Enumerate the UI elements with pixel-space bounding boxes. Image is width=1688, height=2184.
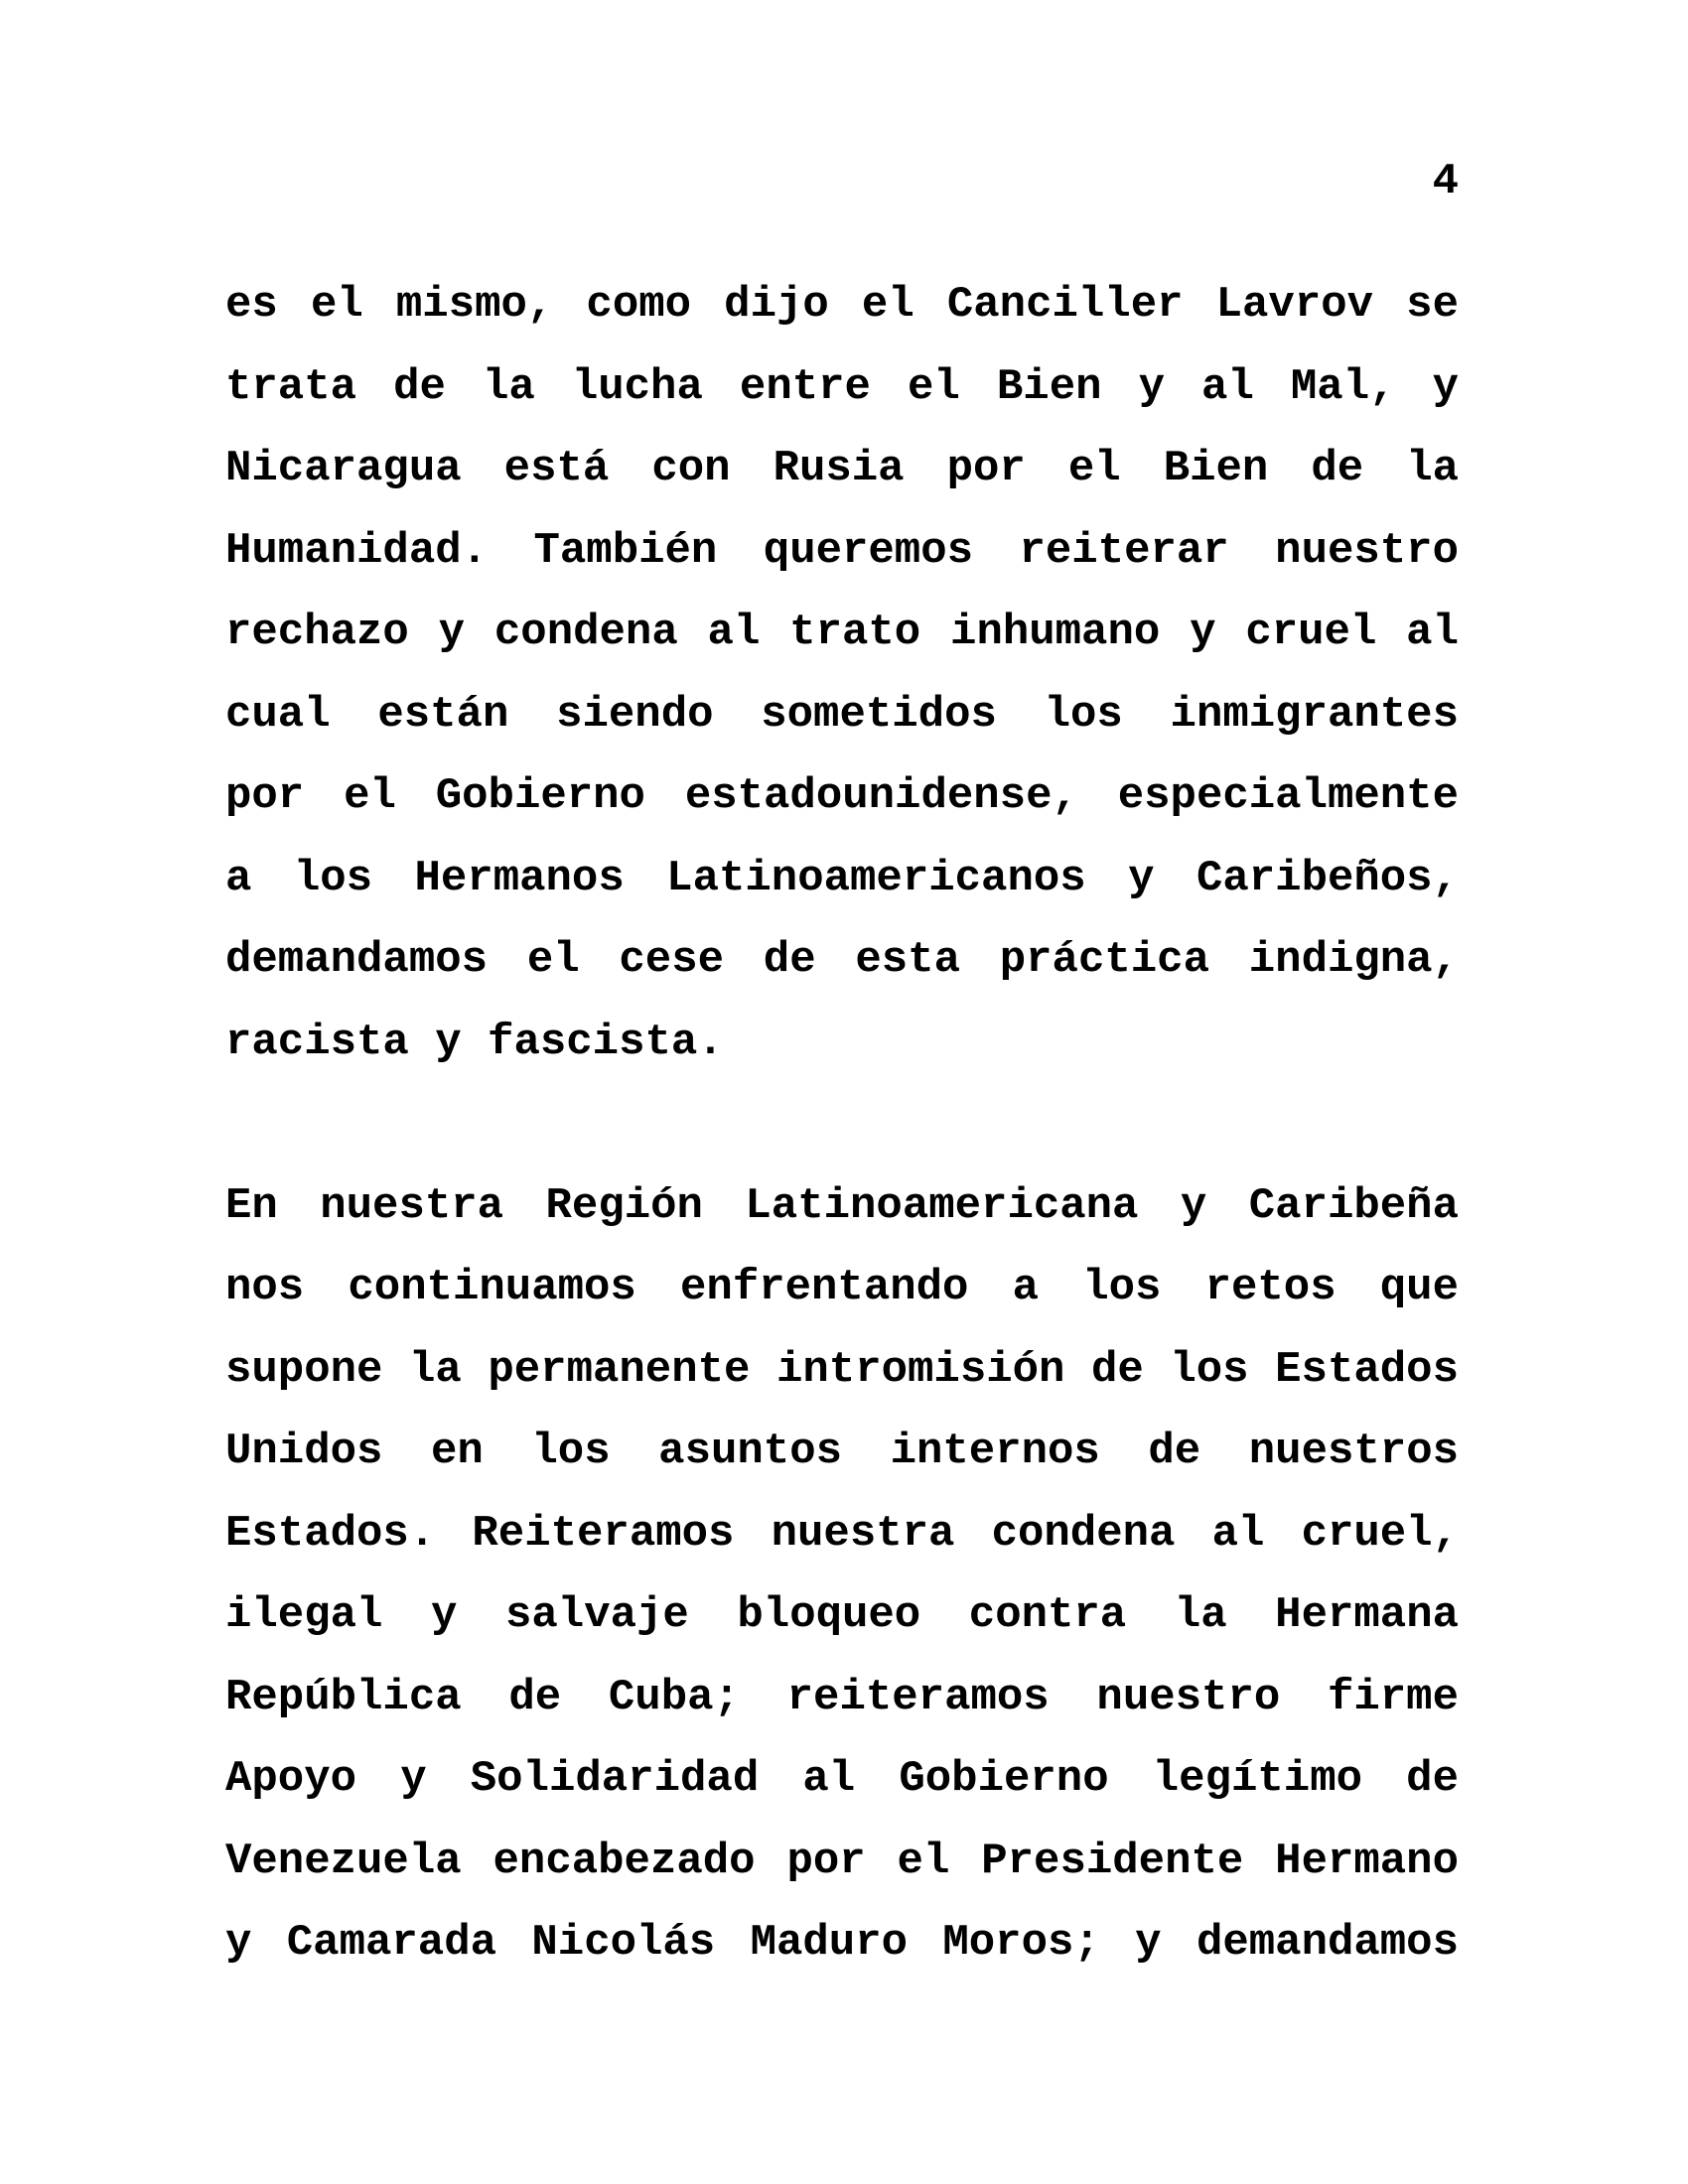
text-line: rechazo y condena al trato inhumano y cruel al <box>225 608 1459 657</box>
text-line: En nuestra Región Latinoamericana y Caribeña <box>225 1180 1459 1231</box>
text-line: a los Hermanos Latinoamericanos y Caribeños, <box>225 853 1459 903</box>
text-line: Humanidad. También queremos reiterar nuestro <box>225 525 1459 576</box>
text-line: por el Gobierno estadounidense, especialmente <box>225 771 1459 821</box>
text-body <box>225 264 1459 1984</box>
text-line: racista y fascista. <box>225 1017 724 1067</box>
text-line: Apoyo y Solidaridad al Gobierno legítimo de <box>225 1754 1459 1804</box>
text-line: cual están siendo sometidos los inmigrantes <box>225 689 1459 740</box>
text-line: nos continuamos enfrentando a los retos que <box>225 1263 1459 1312</box>
text-line: Unidos en los asuntos internos de nuestros <box>225 1427 1459 1476</box>
text-line: Estados. Reiteramos nuestra condena al cruel, <box>225 1508 1459 1559</box>
text-line: Nicaragua está con Rusia por el Bien de la <box>225 444 1459 493</box>
text-line: supone la permanente intromisión de los Estados <box>225 1344 1459 1395</box>
text-line: República de Cuba; reiteramos nuestro firme <box>225 1672 1459 1722</box>
text-line: demandamos el cese de esta práctica indigna, <box>225 935 1459 985</box>
paragraph <box>225 264 1459 1083</box>
page-number: 4 <box>1432 157 1459 206</box>
text-line: trata de la lucha entre el Bien y al Mal, y <box>225 361 1459 412</box>
text-line: ilegal y salvaje bloqueo contra la Hermana <box>225 1590 1459 1640</box>
paragraph <box>225 1165 1459 1984</box>
text-line: y Camarada Nicolás Maduro Moros; y demandamos <box>225 1918 1459 1968</box>
text-line: Venezuela encabezado por el Presidente Hermano <box>225 1836 1459 1886</box>
text-line: es el mismo, como dijo el Canciller Lavrov se <box>225 280 1459 330</box>
